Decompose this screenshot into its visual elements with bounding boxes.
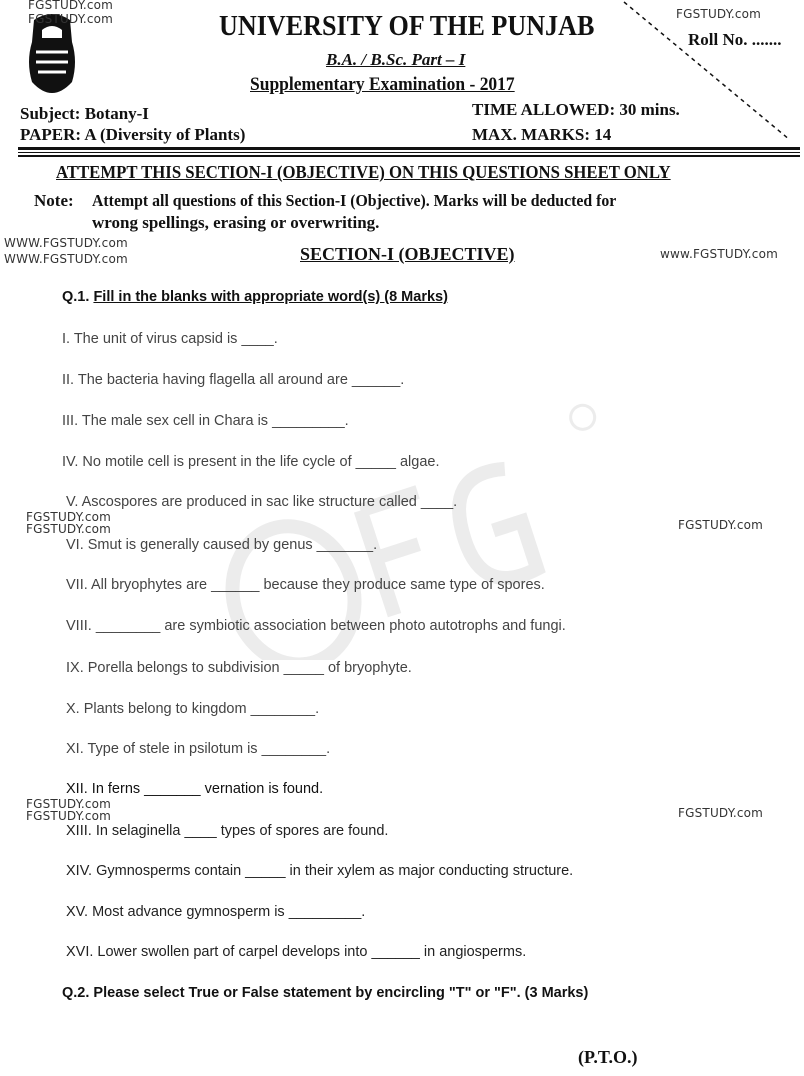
subject-label: Subject: Botany-I [20, 104, 149, 123]
university-title: UNIVERSITY OF THE PUNJAB [219, 10, 595, 42]
roll-no-field[interactable]: Roll No. ....... [688, 30, 782, 49]
watermark-text: FGSTUDY.com [28, 0, 114, 12]
watermark-text: FGSTUDY.com [26, 809, 112, 823]
watermark-text: FGSTUDY.com [676, 7, 762, 21]
program-label: B.A. / B.Sc. Part – I [326, 50, 466, 69]
question-item: X. Plants belong to kingdom ________. [66, 701, 320, 717]
question-item: XVI. Lower swollen part of carpel develops into ______ in angiosperms. [66, 944, 527, 960]
question-item: XIII. In selaginella ____ types of spores are found. [66, 823, 389, 839]
watermark-text: WWW.FGSTUDY.com [4, 252, 128, 266]
cut-line [620, 0, 804, 145]
watermark-text: FGSTUDY.com [678, 518, 764, 532]
question-item: I. The unit of virus capsid is ____. [62, 331, 278, 347]
paper-label: PAPER: A (Diversity of Plants) [20, 125, 246, 144]
q1-title: Fill in the blanks with appropriate word(s) (8 Marks) [93, 289, 448, 305]
section-title: SECTION-I (OBJECTIVE) [300, 244, 515, 264]
header-divider [18, 152, 800, 153]
question-item: VI. Smut is generally caused by genus _______. [66, 537, 378, 553]
watermark-text: FGSTUDY.com [26, 522, 112, 536]
question-item: XV. Most advance gymnosperm is _________. [66, 904, 366, 920]
note-text: Attempt all questions of this Section-I (Objective). Marks will be deducted for [92, 191, 617, 210]
question-item: IX. Porella belongs to subdivision _____ of bryophyte. [66, 660, 412, 676]
time-allowed-label: TIME ALLOWED: 30 mins. [472, 100, 680, 119]
watermark-text: FGSTUDY.com [26, 797, 112, 811]
watermark-text: FGSTUDY.com [678, 806, 764, 820]
q1-number: Q.1. [62, 289, 90, 305]
question-item: XII. In ferns _______ vernation is found. [66, 781, 324, 797]
watermark-text: www.FGSTUDY.com [660, 247, 779, 261]
max-marks-label: MAX. MARKS: 14 [472, 125, 612, 144]
question-item: XI. Type of stele in psilotum is ________. [66, 741, 331, 757]
exam-label: Supplementary Examination - 2017 [250, 74, 515, 95]
q1-heading [62, 289, 448, 306]
note-text: wrong spellings, erasing or overwriting. [92, 213, 380, 232]
header-divider [18, 147, 800, 150]
pto-label: (P.T.O.) [578, 1047, 638, 1067]
question-item: IV. No motile cell is present in the life cycle of _____ algae. [62, 454, 440, 470]
question-item: VIII. ________ are symbiotic association between photo autotrophs and fungi. [66, 618, 566, 634]
question-item: III. The male sex cell in Chara is _________. [62, 413, 349, 429]
question-item: V. Ascospores are produced in sac like structure called ____. [66, 494, 458, 510]
question-item: XIV. Gymnosperms contain _____ in their xylem as major conducting structure. [66, 863, 574, 879]
attempt-instruction: ATTEMPT THIS SECTION-I (OBJECTIVE) ON THIS QUESTIONS SHEET ONLY [56, 162, 671, 182]
question-item: II. The bacteria having flagella all around are ______. [62, 372, 405, 388]
watermark-text: WWW.FGSTUDY.com [4, 236, 128, 250]
watermark-text: FGSTUDY.com [28, 12, 114, 26]
q2-heading: Q.2. Please select True or False statement by encircling "T" or "F". (3 Marks) [62, 985, 589, 1001]
watermark-text: FGSTUDY.com [26, 510, 112, 524]
note-label: Note: [34, 191, 74, 210]
header-divider [18, 155, 800, 157]
question-item: VII. All bryophytes are ______ because they produce same type of spores. [66, 577, 545, 593]
